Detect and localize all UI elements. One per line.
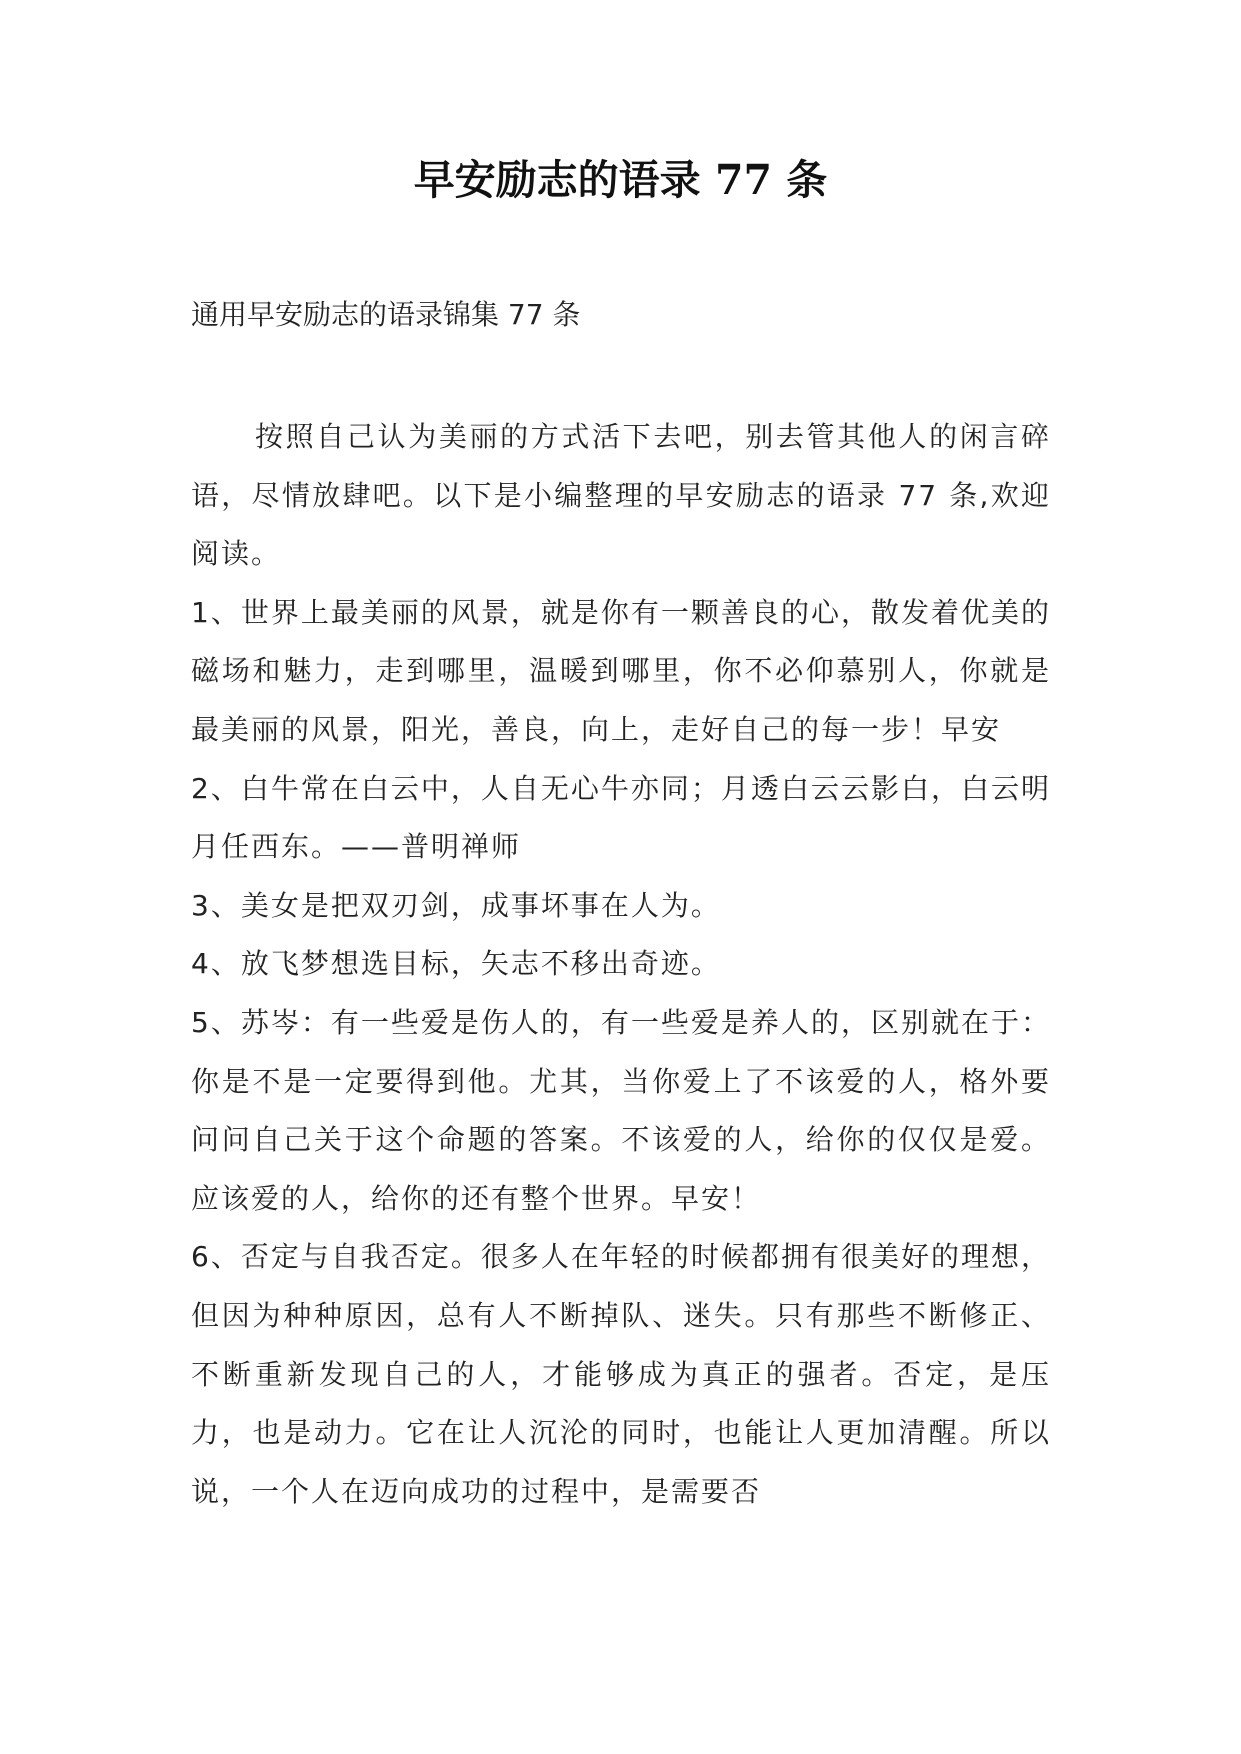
quote-item-4: 4、放飞梦想选目标，矢志不移出奇迹。: [191, 947, 721, 981]
quote-item-3: 3、美女是把双刃剑，成事坏事在人为。: [191, 888, 721, 922]
quote-item-2: 2、白牛常在白云中，人自无心牛亦同；月透白云云影白，白云明月任西东。——普明禅师: [191, 771, 1051, 864]
quote-item-6: 6、否定与自我否定。很多人在年轻的时候都拥有很美好的理想，但因为种种原因，总有人不断掉队、迷失。只有那些不断修正、不断重新发现自己的人，才能够成为真正的强者。否定，是压力，也是动力。它在让人沉沦的同时，也能让人更加清醒。所以说，一个人在迈向成功的过程中，是需要否: [191, 1240, 1051, 1508]
intro-paragraph: 按照自己认为美丽的方式活下去吧，别去管其他人的闲言碎语，尽情放肆吧。以下是小编整理的早安励志的语录 77 条,欢迎阅读。: [191, 420, 1051, 571]
document-title: 早安励志的语录 77 条: [413, 156, 828, 204]
document-subtitle: 通用早安励志的语录锦集 77 条: [191, 298, 581, 331]
quote-item-1: 1、世界上最美丽的风景，就是你有一颗善良的心，散发着优美的磁场和魅力，走到哪里，温暖到哪里，你不必仰慕别人，你就是最美丽的风景，阳光，善良，向上，走好自己的每一步！早安: [191, 595, 1051, 746]
document-body: [191, 408, 1051, 1521]
quote-item-5: 5、苏岑：有一些爱是伤人的，有一些爱是养人的，区别就在于：你是不是一定要得到他。尤其，当你爱上了不该爱的人，格外要问问自己关于这个命题的答案。不该爱的人，给你的仅仅是爱。应该爱的人，给你的还有整个世界。早安！: [191, 1005, 1051, 1215]
